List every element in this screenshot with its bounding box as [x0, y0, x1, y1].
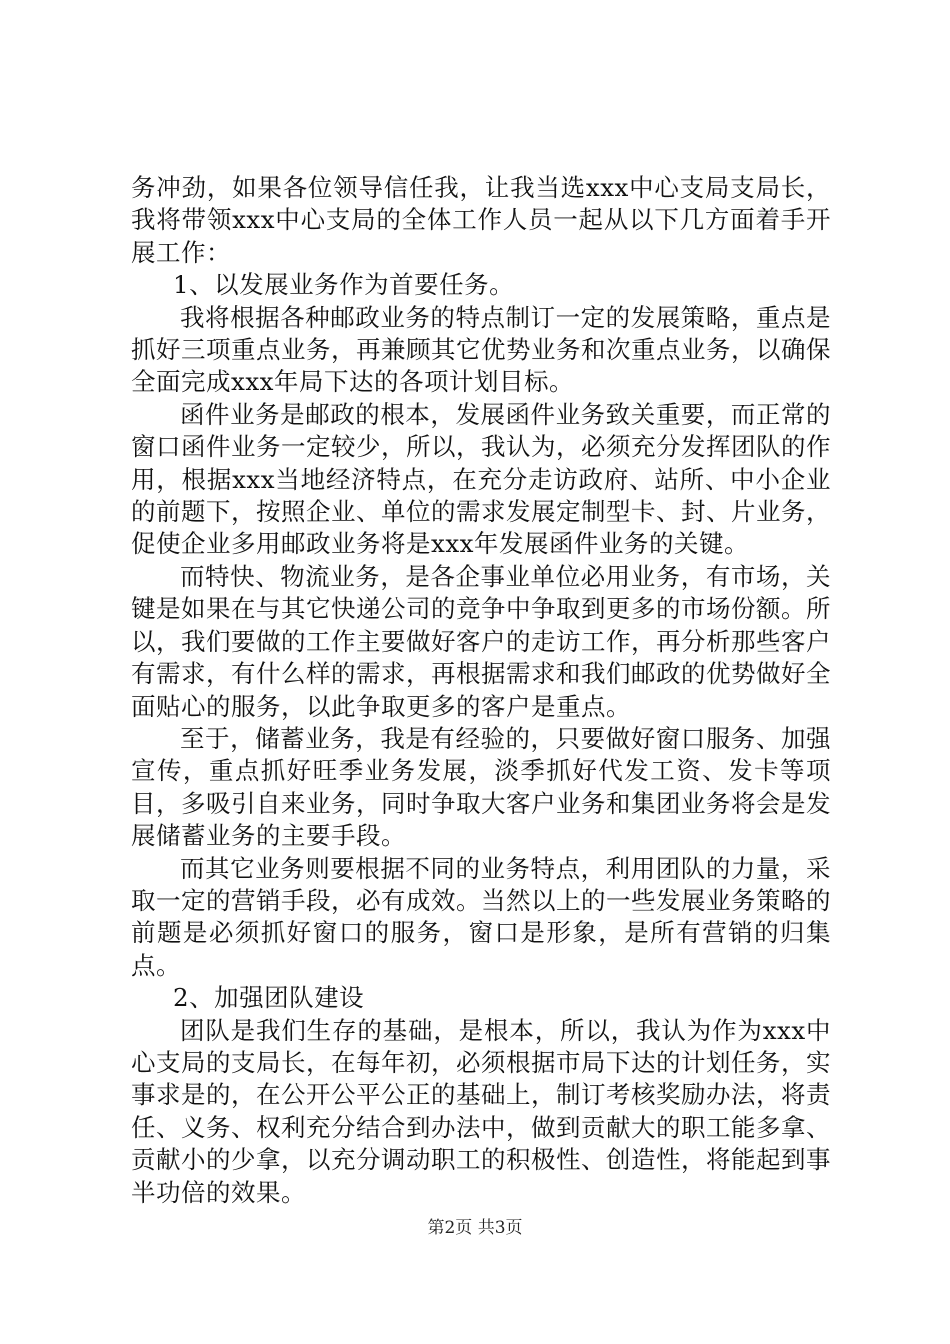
section-heading-1: 1、以发展业务作为首要任务。: [173, 270, 515, 300]
paragraph-savings: 至于，储蓄业务，我是有经验的，只要做好窗口服务、加强宣传，重点抓好旺季业务发展，淡季抓好代发工资、发卡等项目，多吸引自来业务，同时争取大客户业务和集团业务将会是发展储蓄业务的主要手段。: [131, 723, 831, 851]
paragraph-team-building: 团队是我们生存的基础，是根本，所以，我认为作为xxx中心支局的支局长，在每年初，必须根据市局下达的计划任务，实事求是的，在公开公平公正的基础上，制订考核奖励办法，将责任、义务、权利充分结合到办法中，做到贡献大的职工能多拿、贡献小的少拿，以充分调动职工的积极性、创造性，将能起到事半功倍的效果。: [131, 1015, 831, 1207]
paragraph-other-business: 而其它业务则要根据不同的业务特点，利用团队的力量，采取一定的营销手段，必有成效。当然以上的一些发展业务策略的前题是必须抓好窗口的服务，窗口是形象，是所有营销的归集点。: [131, 853, 831, 980]
paragraph-express-logistics: 而特快、物流业务，是各企事业单位必用业务，有市场，关键是如果在与其它快递公司的竞争中争取到更多的市场份额。所以，我们要做的工作主要做好客户的走访工作，再分析那些客户有需求，有什么样的需求，再根据需求和我们邮政的优势做好全面贴心的服务，以此争取更多的客户是重点。: [131, 561, 831, 721]
page-footer: 第2页 共3页: [427, 1218, 523, 1238]
paragraph-continuation: 务冲劲，如果各位领导信任我，让我当选xxx中心支局支局长，我将带领xxx中心支局的全体工作人员一起从以下几方面着手开展工作：: [131, 173, 831, 267]
paragraph-letter-business: 函件业务是邮政的根本，发展函件业务致关重要，而正常的窗口函件业务一定较少，所以，我认为，必须充分发挥团队的作用，根据xxx当地经济特点，在充分走访政府、站所、中小企业的前题下，按照企业、单位的需求发展定制型卡、封、片业务，促使企业多用邮政业务将是xxx年发展函件业务的关键。: [131, 399, 831, 559]
document-body: [131, 172, 831, 1209]
paragraph-strategy: 我将根据各种邮政业务的特点制订一定的发展策略，重点是抓好三项重点业务，再兼顾其它优势业务和次重点业务，以确保全面完成xxx年局下达的各项计划目标。: [131, 302, 831, 397]
section-heading-2: 2、加强团队建设: [173, 983, 365, 1013]
